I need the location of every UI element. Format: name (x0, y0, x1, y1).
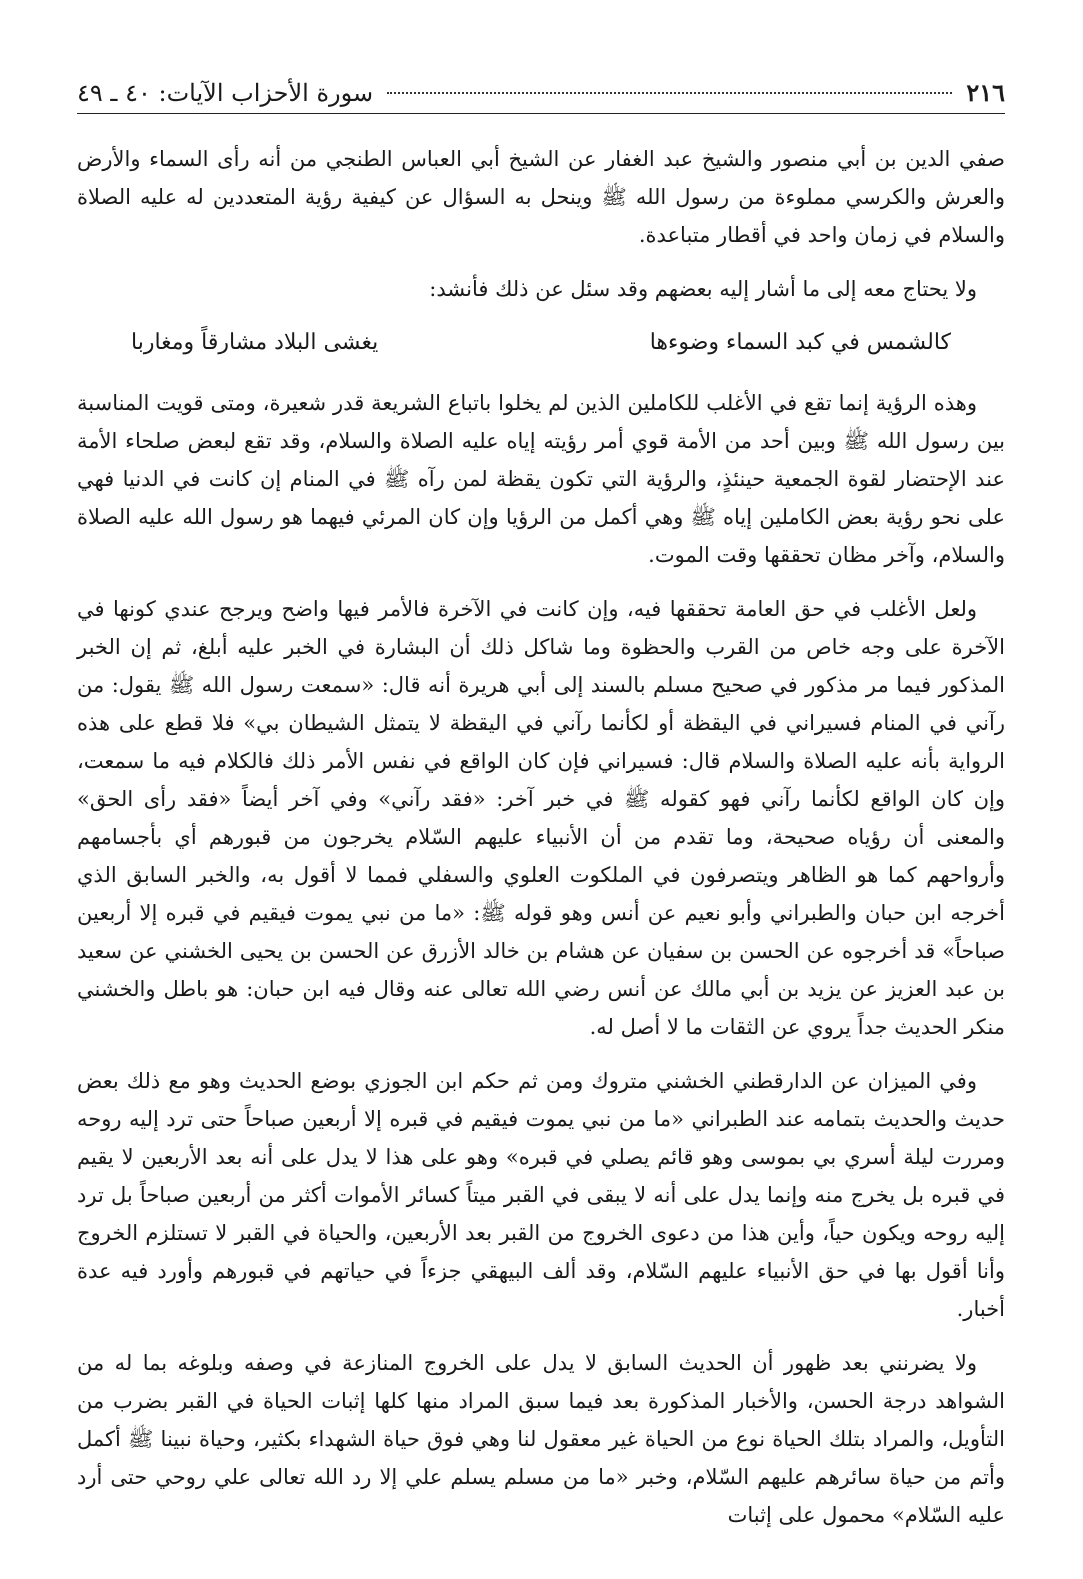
paragraph: ولعل الأغلب في حق العامة تحققها فيه، وإن كانت في الآخرة فالأمر فيها واضح ويرجح عندي كونها في الآخرة على وجه خاص من القرب والحظوة وما شاكل ذلك أن البشارة في الخبر عليه أبلغ، ثم إن الخبر المذكور فيما مر مذكور في صحيح مسلم بالسند إلى أبي هريرة أنه قال: «سمعت رسول الله ﷺ يقول: من رآني في المنام فسيراني في اليقظة أو لكأنما رآني في اليقظة لا يتمثل الشيطان بي» فلا قطع على هذه الرواية بأنه عليه الصلاة والسلام قال: فسيراني فإن كان الواقع في نفس الأمر ذلك فالكلام فيه ما سمعت، وإن كان الواقع لكأنما رآني فهو كقوله ﷺ في خبر آخر: «فقد رآني» وفي آخر أيضاً «فقد رأى الحق» والمعنى أن رؤياه صحيحة، وما تقدم من أن الأنبياء عليهم السّلام يخرجون من قبورهم أي بأجسامهم وأرواحهم كما هو الظاهر ويتصرفون في الملكوت العلوي والسفلي فمما لا أقول به، والخبر السابق الذي أخرجه ابن حبان والطبراني وأبو نعيم عن أنس وهو قوله ﷺ: «ما من نبي يموت فيقيم في قبره إلا أربعين صباحاً» قد أخرجوه عن الحسن بن سفيان عن هشام بن خالد الأزرق عن الحسن بن يحيى الخشني عن سعيد بن عبد العزيز عن يزيد بن أبي مالك عن أنس رضي الله تعالى عنه وقال فيه ابن حبان: هو باطل والخشني منكر الحديث جداً يروي عن الثقات ما لا أصل له. (77, 597, 1005, 1039)
running-header (77, 78, 1005, 114)
paragraph: ولا يحتاج معه إلى ما أشار إليه بعضهم وقد سئل عن ذلك فأنشد: (429, 277, 977, 301)
paragraph: ولا يضرنني بعد ظهور أن الحديث السابق لا يدل على الخروج المنازعة في وصفه وبلوغه بما له من الشواهد درجة الحسن، والأخبار المذكورة بعد فيما سبق المراد منها كلها إثبات الحياة في القبر بضرب من التأويل، والمراد بتلك الحياة نوع من الحياة غير معقول لنا وهي فوق حياة الشهداء بكثير، وحياة نبينا ﷺ أكمل وأتم من حياة سائرهم عليهم السّلام، وخبر «ما من مسلم يسلم علي إلا رد الله تعالى علي روحي حتى أرد عليه السّلام» محمول على إثبات (77, 1351, 1005, 1527)
paragraph: صفي الدين بن أبي منصور والشيخ عبد الغفار عن الشيخ أبي العباس الطنجي من أنه رأى السماء والأرض والعرش والكرسي مملوءة من رسول الله ﷺ وينحل به السؤال عن كيفية رؤية المتعددين له عليه الصلاة والسلام في زمان واحد في أقطار متباعدة. (77, 147, 1005, 247)
verse-first-hemistich: كالشمس في كبد السماء وضوءها (649, 330, 951, 355)
verse-second-hemistich: يغشى البلاد مشارقاً ومغاربا (131, 330, 379, 355)
running-title: سورة الأحزاب الآيات: ٤٠ ـ ٤٩ (77, 79, 374, 107)
main-text (77, 140, 1005, 1550)
dot-leader (387, 92, 952, 94)
paragraph: وفي الميزان عن الدارقطني الخشني متروك ومن ثم حكم ابن الجوزي بوضع الحديث وهو مع ذلك بعض حديث والحديث بتمامه عند الطبراني «ما من نبي يموت فيقيم في قبره إلا أربعين صباحاً حتى ترد إليه روحه ومررت ليلة أسري بي بموسى وهو قائم يصلي في قبره» وهو على هذا لا يدل على أنه بعد الأربعين لا يقيم في قبره بل يخرج منه وإنما يدل على أنه لا يبقى في القبر ميتاً كسائر الأموات أكثر من أربعين صباحاً بل ترد إليه روحه ويكون حياً، وأين هذا من دعوى الخروج من القبر بعد الأربعين، والحياة في القبر لا تستلزم الخروج وأنا أقول بها في حق الأنبياء عليهم السّلام، وقد ألف البيهقي جزءاً في حياتهم في قبورهم وأورد فيه عدة أخبار. (77, 1069, 1005, 1321)
paragraph: وهذه الرؤية إنما تقع في الأغلب للكاملين الذين لم يخلوا باتباع الشريعة قدر شعيرة، ومتى قويت المناسبة بين رسول الله ﷺ وبين أحد من الأمة قوي أمر رؤيته إياه عليه الصلاة والسلام، وقد تقع لبعض صلحاء الأمة عند الإحتضار لقوة الجمعية حينئذٍ، والرؤية التي تكون يقظة لمن رآه ﷺ في المنام إن كانت في الدنيا فهي على نحو رؤية بعض الكاملين إياه ﷺ وهي أكمل من الرؤيا وإن كان المرئي فيهما هو رسول الله عليه الصلاة والسلام، وآخر مظان تحققها وقت الموت. (77, 391, 1005, 567)
page-number: ٢١٦ (966, 78, 1005, 107)
poetry-verse (77, 324, 1005, 362)
